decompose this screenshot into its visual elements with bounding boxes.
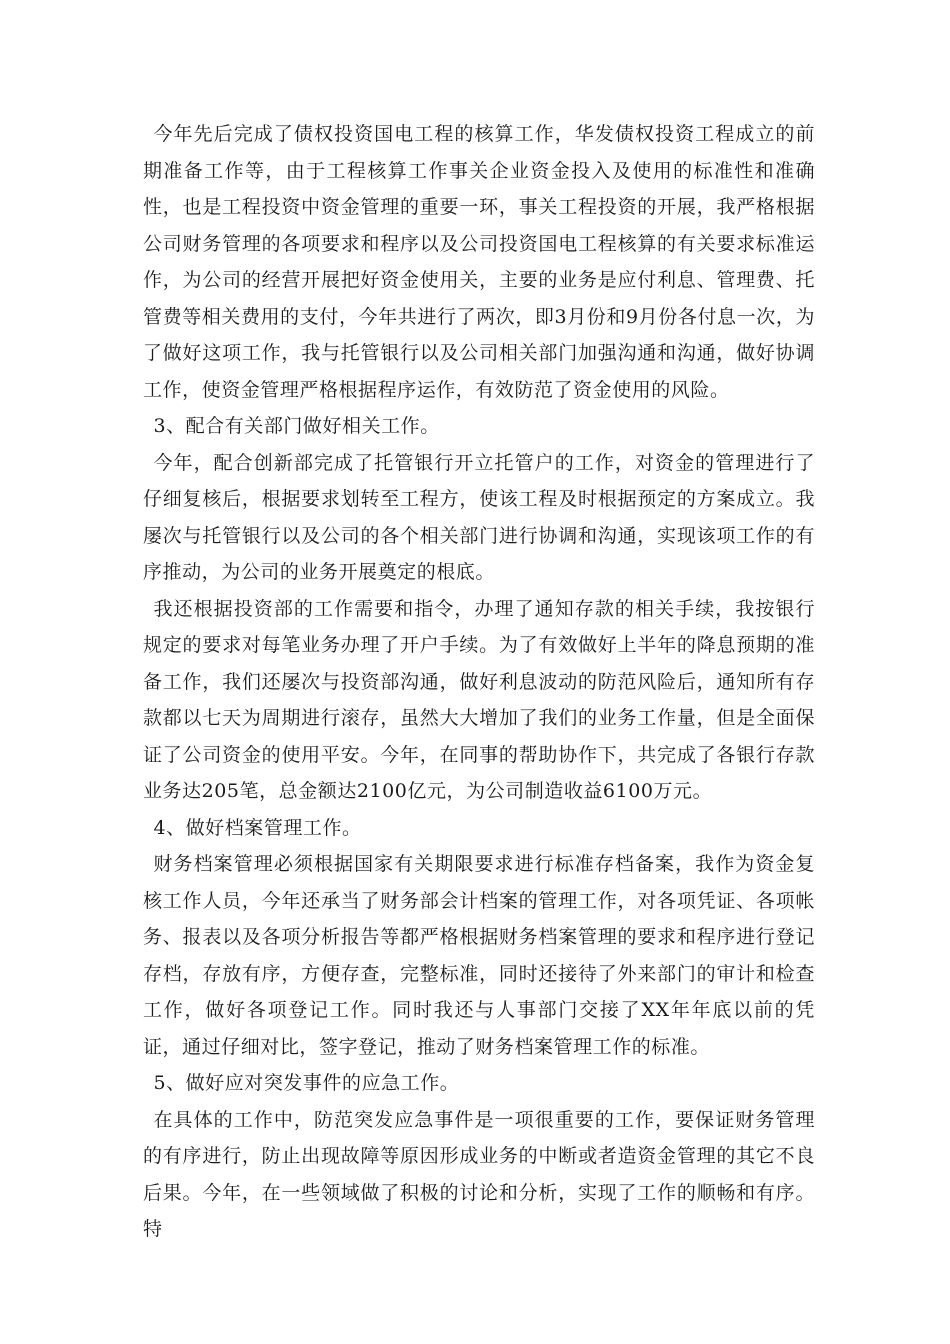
document-body <box>143 116 815 1248</box>
paragraph-notice-deposit: 我还根据投资部的工作需要和指令，办理了通知存款的相关手续，我按银行规定的要求对每笔业务办理了开户手续。为了有效做好上半年的降息预期的准备工作，我们还屡次与投资部沟通，做好利息波动的防范风险后，通知所有存款都以七天为周期进行滚存，虽然大大增加了我们的业务工作量，但是全面保证了公司资金的使用平安。今年，在同事的帮助协作下，共完成了各银行存款业务达205笔，总金额达2100亿元，为公司制造收益6100万元。 <box>143 597 815 802</box>
section-heading-3: 3、配合有关部门做好相关工作。 <box>153 415 440 437</box>
paragraph-custody-account: 今年，配合创新部完成了托管银行开立托管户的工作，对资金的管理进行了仔细复核后，根据要求划转至工程方，使该工程及时根据预定的方案成立。我屡次与托管银行以及公司的各个相关部门进行协调和沟通，实现该项工作的有序推动，为公司的业务开展奠定的根底。 <box>143 451 815 583</box>
section-heading-4: 4、做好档案管理工作。 <box>153 816 362 839</box>
paragraph-emergency-response: 在具体的工作中，防范突发应急事件是一项很重要的工作，要保证财务管理的有序进行，防止出现故障等原因形成业务的中断或者造资金管理的其它不良后果。今年，在一些领域做了积极的讨论和分析，实现了工作的顺畅和有序。特 <box>143 1108 815 1240</box>
paragraph-archive-management: 财务档案管理必须根据国家有关期限要求进行标准存档备案，我作为资金复核工作人员，今年还承当了财务部会计档案的管理工作，对各项凭证、各项帐务、报表以及各项分析报告等都严格根据财务档案管理的要求和程序进行登记存档，存放有序，方便存查，完整标准，同时还接待了外来部门的审计和检查工作，做好各项登记工作。同时我还与人事部门交接了XX年年底以前的凭证，通过仔细对比，签字登记，推动了财务档案管理工作的标准。 <box>143 853 815 1058</box>
section-heading-5: 5、做好应对突发事件的应急工作。 <box>153 1072 460 1094</box>
paragraph-bond-investment-accounting: 今年先后完成了债权投资国电工程的核算工作，华发债权投资工程成立的前期准备工作等，由于工程核算工作事关企业资金投入及使用的标准性和准确性，也是工程投资中资金管理的重要一环，事关工程投资的开展，我严格根据公司财务管理的各项要求和程序以及公司投资国电工程核算的有关要求标准运作，为公司的经营开展把好资金使用关，主要的业务是应付利息、管理费、托管费等相关费用的支付，今年共进行了两次，即3月份和9月份各付息一次，为了做好这项工作，我与托管银行以及公司相关部门加强沟通和沟通，做好协调工作，使资金管理严格根据程序运作，有效防范了资金使用的风险。 <box>143 123 815 401</box>
